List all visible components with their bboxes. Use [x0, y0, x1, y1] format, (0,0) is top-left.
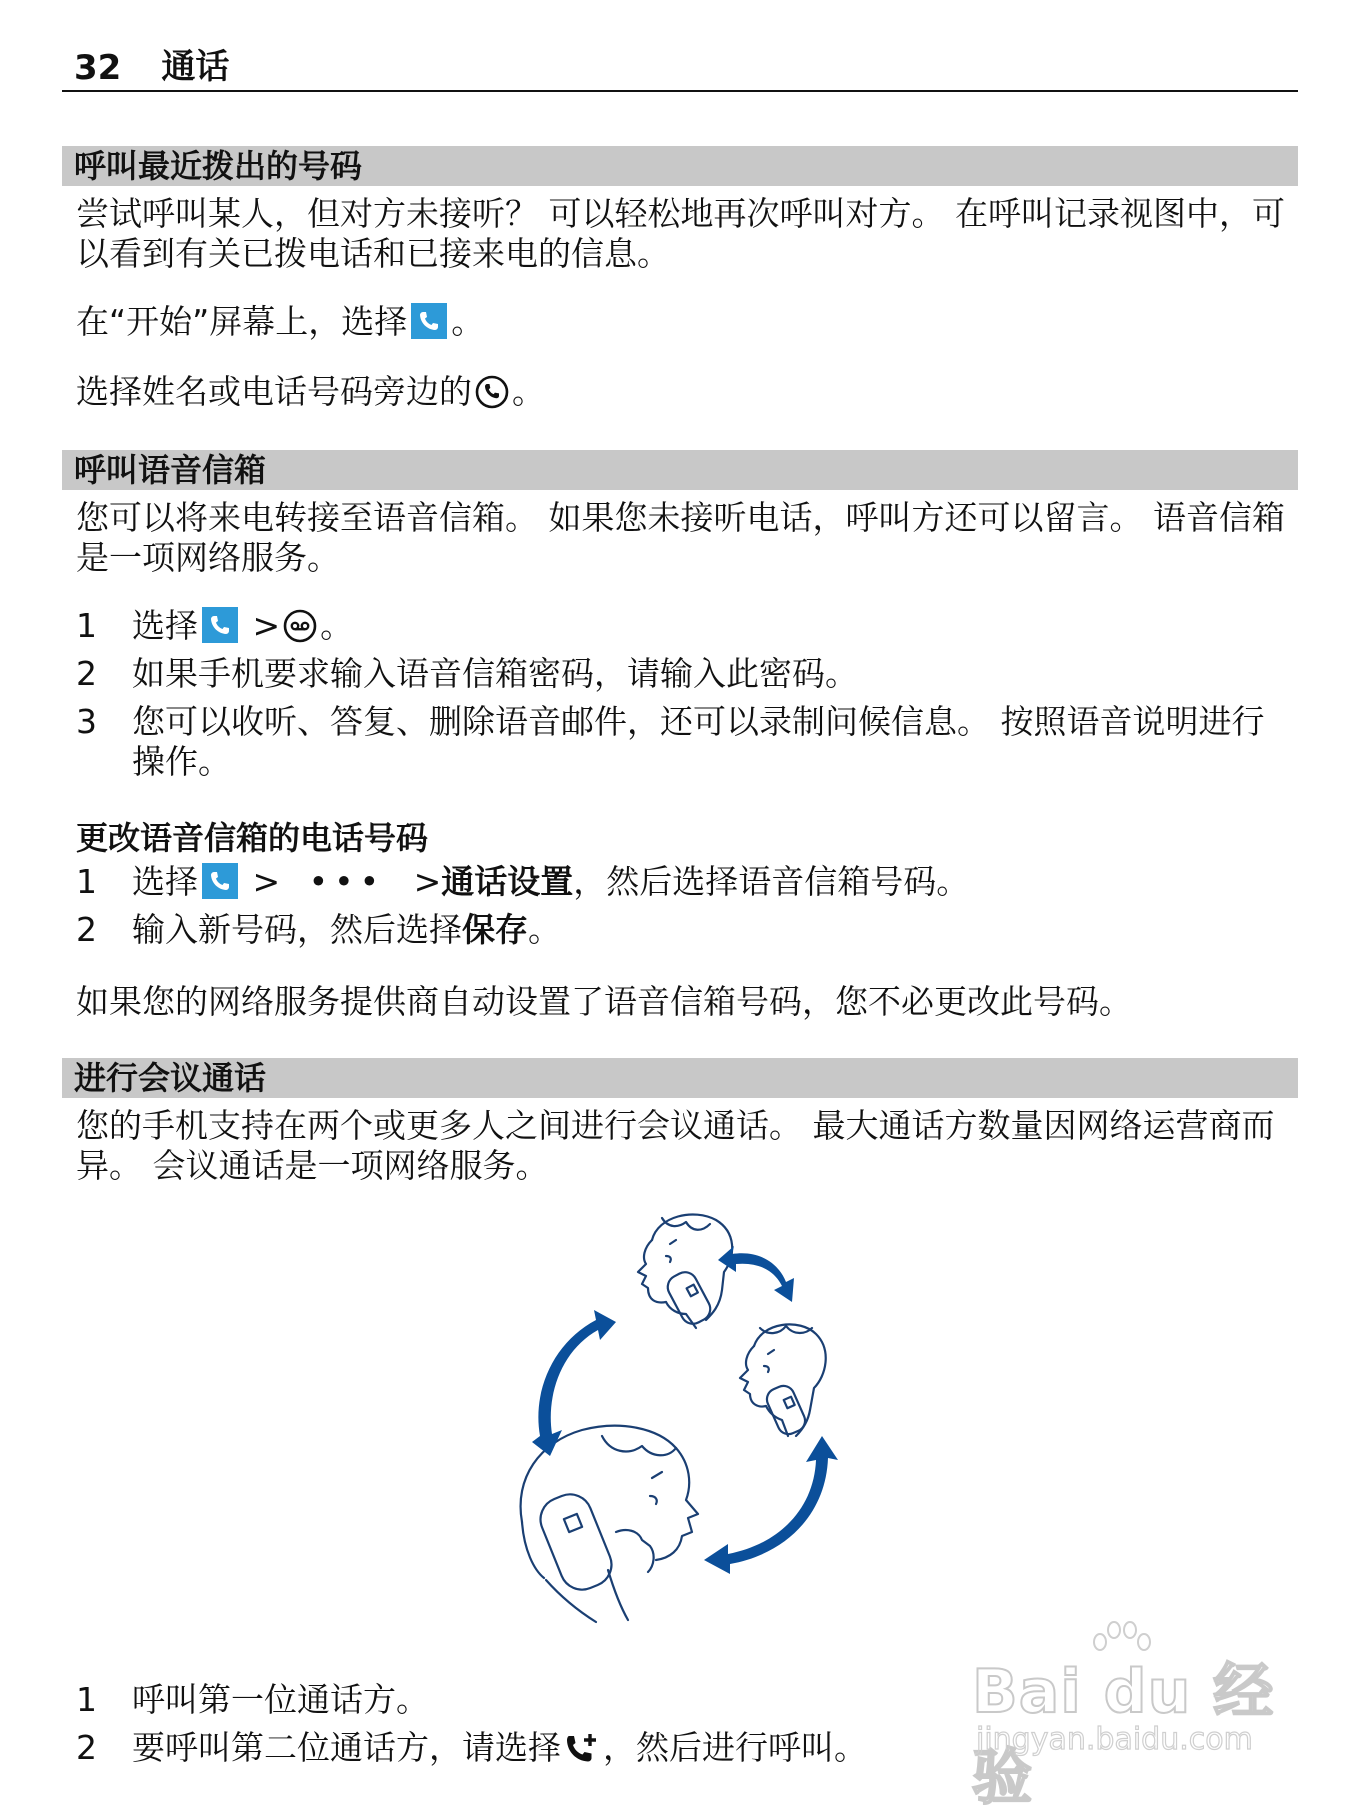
add-call-icon — [563, 1730, 601, 1766]
arrow-bottom-right — [704, 1436, 838, 1574]
step-number: 1 — [76, 606, 97, 645]
step-separator: > — [252, 862, 281, 901]
voicemail-intro: 您可以将来电转接至语音信箱。 如果您未接听电话，呼叫方还可以留言。 语音信箱是一项网络服务。 — [76, 498, 1285, 577]
recent-step-start — [76, 302, 1296, 342]
arrow-left — [532, 1310, 616, 1456]
step-text-before: 输入新号码，然后选择 — [132, 910, 462, 949]
section-heading-voicemail: 呼叫语音信箱 — [62, 450, 1298, 490]
recent-step-start-text: 在“开始”屏幕上，选择 — [76, 302, 408, 341]
recent-step-select-text: 选择姓名或电话号码旁边的 — [76, 372, 472, 411]
step-number: 2 — [76, 910, 97, 949]
recent-step-select-end: 。 — [512, 372, 545, 411]
phone-tile-icon — [202, 863, 238, 899]
step-text-end: 。 — [320, 606, 354, 645]
chapter-title: 通话 — [161, 47, 230, 87]
step-text: 您可以收听、答复、删除语音邮件，还可以录制问候信息。 按照语音说明进行操作。 — [132, 702, 1265, 781]
person-bottom-left — [521, 1426, 698, 1622]
step-text: 如果手机要求输入语音信箱密码，请输入此密码。 — [132, 654, 858, 693]
voicemail-icon — [282, 608, 318, 644]
section-heading-recent: 呼叫最近拨出的号码 — [62, 146, 1298, 186]
step-text-before: 选择 — [132, 862, 198, 901]
page-header — [62, 44, 1298, 92]
watermark-url: jingyan.baidu.com — [976, 1722, 1253, 1757]
step-text — [132, 862, 1296, 902]
step-number: 3 — [76, 702, 97, 741]
person-top — [638, 1214, 732, 1328]
baidu-jingyan-watermark — [968, 1618, 1308, 1813]
call-settings-label: 通话设置 — [441, 862, 574, 901]
step-text-before: 选择 — [132, 606, 198, 645]
page-number: 32 — [74, 48, 122, 88]
step-separator: > — [413, 862, 442, 901]
phone-tile-icon — [411, 303, 447, 339]
step-text-end: 。 — [528, 910, 561, 949]
step-number: 1 — [76, 1680, 97, 1719]
more-dots-icon: ••• — [308, 862, 386, 901]
recent-step-select — [76, 372, 1296, 412]
step-number: 1 — [76, 862, 97, 901]
conversation-arrows — [532, 1246, 838, 1574]
recent-intro: 尝试呼叫某人，但对方未接听？ 可以轻松地再次呼叫对方。 在呼叫记录视图中，可以看到有关已拨电话和已接来电的信息。 — [76, 194, 1285, 273]
recent-step-start-end: 。 — [451, 302, 485, 341]
phone-tile-icon — [202, 607, 238, 643]
step-text: 呼叫第一位通话方。 — [132, 1680, 429, 1719]
save-label: 保存 — [462, 910, 528, 949]
conference-call-illustration — [510, 1210, 850, 1630]
step-text-end: ，然后选择语音信箱号码。 — [573, 862, 970, 901]
section-heading-conference: 进行会议通话 — [62, 1058, 1298, 1098]
step-text-end: ，然后进行呼叫。 — [603, 1728, 867, 1767]
person-right — [740, 1324, 826, 1437]
arrow-top-right — [718, 1246, 794, 1302]
step-text — [132, 606, 1296, 646]
step-number: 2 — [76, 654, 97, 693]
step-number: 2 — [76, 1728, 97, 1767]
call-circle-icon — [474, 374, 510, 410]
step-text-before: 要呼叫第二位通话方，请选择 — [132, 1728, 561, 1767]
step-text — [132, 910, 1296, 950]
step-separator: > — [252, 606, 281, 645]
watermark-main-text: Bai du 经验 — [972, 1657, 1275, 1813]
conference-intro: 您的手机支持在两个或更多人之间进行会议通话。 最大通话方数量因网络运营商而异。 会议通话是一项网络服务。 — [76, 1106, 1275, 1185]
subheading-change-number: 更改语音信箱的电话号码 — [76, 819, 429, 857]
change-note: 如果您的网络服务提供商自动设置了语音信箱号码，您不必更改此号码。 — [76, 982, 1132, 1021]
